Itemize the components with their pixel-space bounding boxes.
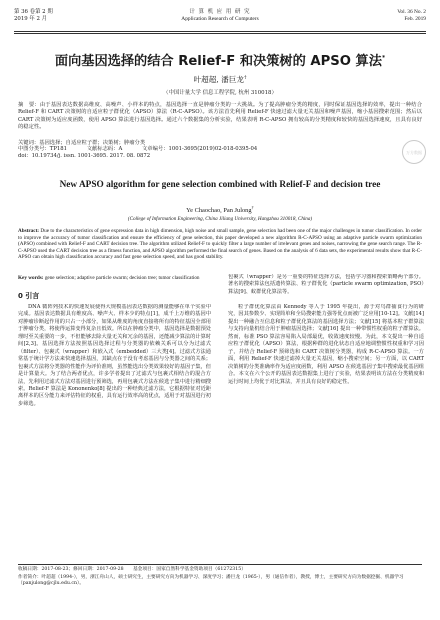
paper-title-en: New APSO algorithm for gene selection combined with Relief-F and decision tree xyxy=(59,180,381,190)
author-en-mark: † xyxy=(251,205,254,210)
body-text-right-column: 粒子群优化算法由 Kennedy 等人于 1995 年提出，源于对鸟群捕食行为的研究，因其参数少、实现简单和全局搜索能力强等优点而被广泛应用[10-12]。文献[14] 提出一种融合互信息和粒子群优化算法的基因选择方法；文献[15] 将基本粒子群算法与支持向量机结合用于肿瘤基因选择；文献[16] 提出一种带惯性权重的粒子群算法。然而，标准 PSO 算法容易陷入局部最优，收敛速度较慢。为此，本文提出一种自适应粒子群优化（APSO）算法，根据种群的进化状态自适应地调整惯性权重和学习因子，并结合 Relief-F 预筛选和 CART 决策树分类器，构成 R-C-APSO 算法。一方面，利用 Relief-F 快速过滤掉大量无关基因，缩小搜索空间；另一方面，以 CART 决策树的分类准确率作为适应度函数，利用 APSO 在候选基因子集中搜索最优基因组合。本文在六个公开的基因表达数据集上进行了实验，结果表明该方法在分类精度和运行时间上均优于对比算法，并且具有良好的稳定性。 xyxy=(228,304,424,385)
keywords-en-label: Key words: xyxy=(18,275,44,281)
volume-cn-line1: 第 36 卷第 2 期 xyxy=(14,9,53,15)
journal-name-cn: 计 算 机 应 用 研 究 xyxy=(189,9,251,15)
doi: doi：10.19734/j. issn. 1001-3695. 2017. 08. 0872 xyxy=(18,153,151,160)
footnote-received: 收稿日期：2017-08-23；修回日期：2017-09-28 基金项目：国家自然科学基金资助项目（61272315） xyxy=(18,567,246,572)
header-rule-2 xyxy=(14,33,426,34)
journal-name-en: Application Research of Computers xyxy=(181,16,259,22)
authors-en-text: Ye Chaochao, Pan Julong xyxy=(186,207,252,215)
header-rule xyxy=(14,31,426,32)
watermark-stamp xyxy=(402,140,426,164)
body-text-left-column: DNA 微阵列技术的快速发展使得大规模基因表达数据的测量能够在单个实验中完成。基因表达数据具有维度高、噪声大、样本少的特点[1]，成千上万维的基因中对肿瘤诊断起作用的只占一小部分，如果从维度的角度直接将所有的特征基因全部用于肿瘤分类，将使得运算变得复杂且低效。所以在肿瘤分类中，基因选择是数据预处理时至关重要的一步，不但能够去除大量无关和冗余的基因，还能减少算法的计算时间[2,3]。基因选择方法按照基因选择过程与分类器的依赖关系可以分为过滤式（filter）、包裹式（wrapper）和嵌入式（embedded）三大类[4]。过滤式方法通常基于统计学方法来快速选择基因，其缺点在于没有考虑基因与分类器之间的关系；包裹式方法将分类器的性能作为评价准则，虽然能选出分类效果较好的基因子集，但是计算量大。为了结合两者优点，许多学者提出了过滤式与包裹式相结合的混合方法，先利用过滤式方法对基因进行预筛选，再用包裹式方法在候选子集中进行精细搜索。Relief-F 算法是 Kononenko[8] 提出的一种经典过滤方法，它根据特征对近距离样本的区分能力来评估特征的权重，具有运行效率高的优点，适用于对基因进行初步筛选。 xyxy=(18,304,211,407)
paper-title-cn xyxy=(14,50,426,69)
abstract-cn: 摘 要：由于基因表达数据高维度、高噪声、小样本的特点，基因选择一直是肿瘤分类的一大挑战。为了提高肿瘤分类的精度，同时保证基因选择的效率，提出一种结合 Relief-F 和 CART 决策树的自适应粒子群优化（APSO）算法（R-C-APSO）。该方法首先利用 Relief-F 快速过滤大量无关基因和噪声基因，缩小基因搜索范围；然后以 CART 决策树为适应度函数，使用 APSO 算法进行基因选择。通过六个数据集的分析实验，结果表明 R-C-APSO 拥有较高的分类精度和较快的基因选择速度，且具有良好的稳定性。 xyxy=(18,102,422,131)
abstract-en-text: Due to the characteristics of gene expression data in high dimension, high noise and small sample, gene selection had been one of the major challenges in tumor classification. In order to improve the accuracy of tumor classification and ensure the efficiency of gene selection, this paper developed a new algorithm R-C-APSO using an adaptive particle swarm optimization (APSO) combined with Relief-F and CART decision tree. The algorithm utilized Relief-F to quickly filter a large number of irrelevant genes and noises, narrowing the gene search range. The R-C-APSO used the CART decision tree as a fitness function, and APSO algorithm performed the final search of genes. Based on the analysis of 6 data sets, the experimental results show that R-C-APSO can obtain high classification accuracy and fast gene selection speed, and has good stability. xyxy=(18,228,422,261)
authors-en xyxy=(0,205,440,214)
footnote-rule xyxy=(18,564,422,565)
document-code: 文献标志码：A xyxy=(86,146,123,152)
authors-cn xyxy=(0,74,440,85)
footnote-author-bio: 作者简介：叶超超（1994-），男，浙江舟山人，硕士研究生，主要研究方向为机器学习、深度学习；潘巨龙（1965-），男（通信作者），教授，博士，主要研究方向为数据挖掘、机器学习（panjulong@cjlu.edu.cn）。 xyxy=(18,575,404,587)
volume-en-line2: Feb. 2019 xyxy=(404,16,426,22)
paper-title-cn-text: 面向基因选择的结合 Relief-F 和决策树的 APSO 算法 xyxy=(54,54,382,69)
author-mark: † xyxy=(243,74,247,81)
watermark-stamp-text: 万方数据 xyxy=(406,149,422,155)
keywords-cn: 关键词：基因选择；自适应粒子群；决策树；肿瘤分类 xyxy=(18,140,146,146)
volume-en-line1: Vol. 36 No. 2 xyxy=(397,9,426,15)
keywords-en-text: gene selection; adaptive particle swarm; decision tree; tumor classification xyxy=(43,275,200,281)
journal-name xyxy=(14,9,426,23)
authors-cn-text: 叶超超, 潘巨龙 xyxy=(193,75,244,84)
clc-number: 中图分类号：TP181 xyxy=(18,146,67,152)
abstract-en-label: Abstract: xyxy=(18,228,40,234)
article-number: 文章编号：1001-3695(2019)02-018-0395-04 xyxy=(141,146,258,152)
body-text-right-column-top: 包裹式（wrapper）是另一重要的特征选择方法，包括学习器和搜索策略两个部分。著名的搜索算法包括遗传算法、粒子群优化（particle swarm optimization, PSO）算法[9]、蚁群优化算法等。 xyxy=(228,274,424,295)
affiliation-cn: （中国计量大学 信息工程学院, 杭州 310018） xyxy=(163,90,277,96)
running-header xyxy=(14,6,426,32)
section-heading-introduction: 0 引言 xyxy=(18,292,40,300)
volume-en xyxy=(397,9,426,23)
title-footnote-mark: * xyxy=(381,54,386,62)
classification-meta-cn xyxy=(18,146,422,161)
abstract-en xyxy=(18,228,422,261)
volume-cn-line2: 2019 年 2 月 xyxy=(14,16,48,22)
affiliation-en: (College of Information Engineering, China Jiliang University, Hangzhou 310018, China) xyxy=(127,216,313,222)
